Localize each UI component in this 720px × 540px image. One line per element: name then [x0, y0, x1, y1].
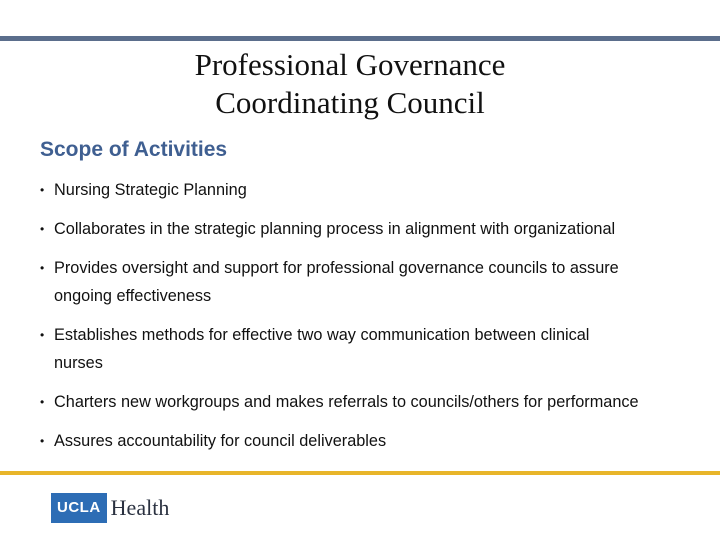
bullet-text: Charters new workgroups and makes referrals to councils/others for performance: [54, 393, 639, 411]
bullet-text: Collaborates in the strategic planning process in alignment with organizational: [54, 220, 616, 238]
section-heading: Scope of Activities: [40, 138, 228, 161]
bullet-list: [40, 176, 705, 466]
bullet-text-continued: ongoing effectiveness: [54, 287, 212, 305]
bullet-dot: •: [40, 183, 45, 197]
bullet-item: [40, 321, 705, 377]
accent-divider: [0, 471, 720, 475]
bullet-item: [40, 176, 705, 204]
bullet-dot: •: [40, 434, 45, 448]
bullet-item: [40, 427, 705, 455]
top-divider: [0, 36, 720, 41]
bullet-text: Establishes methods for effective two way communication between clinical: [54, 326, 590, 344]
bullet-item: [40, 215, 705, 243]
bullet-dot: •: [40, 328, 45, 342]
bullet-dot: •: [40, 261, 45, 275]
slide-title: [0, 46, 700, 122]
bullet-dot: •: [40, 395, 45, 409]
bullet-text: Nursing Strategic Planning: [54, 181, 247, 199]
logo-wordmark: Health: [110, 495, 170, 520]
bullet-text: Provides oversight and support for professional governance councils to assure: [54, 259, 619, 277]
title-line-2: Coordinating Council: [215, 85, 485, 120]
ucla-health-logo: [51, 493, 169, 523]
bullet-dot: •: [40, 222, 45, 236]
bullet-text-continued: nurses: [54, 354, 103, 372]
logo-box: UCLA: [51, 493, 107, 523]
title-line-1: Professional Governance: [194, 47, 506, 82]
bullet-item: [40, 388, 705, 416]
bullet-text: Assures accountability for council deliverables: [54, 432, 387, 450]
bullet-item: [40, 254, 705, 310]
